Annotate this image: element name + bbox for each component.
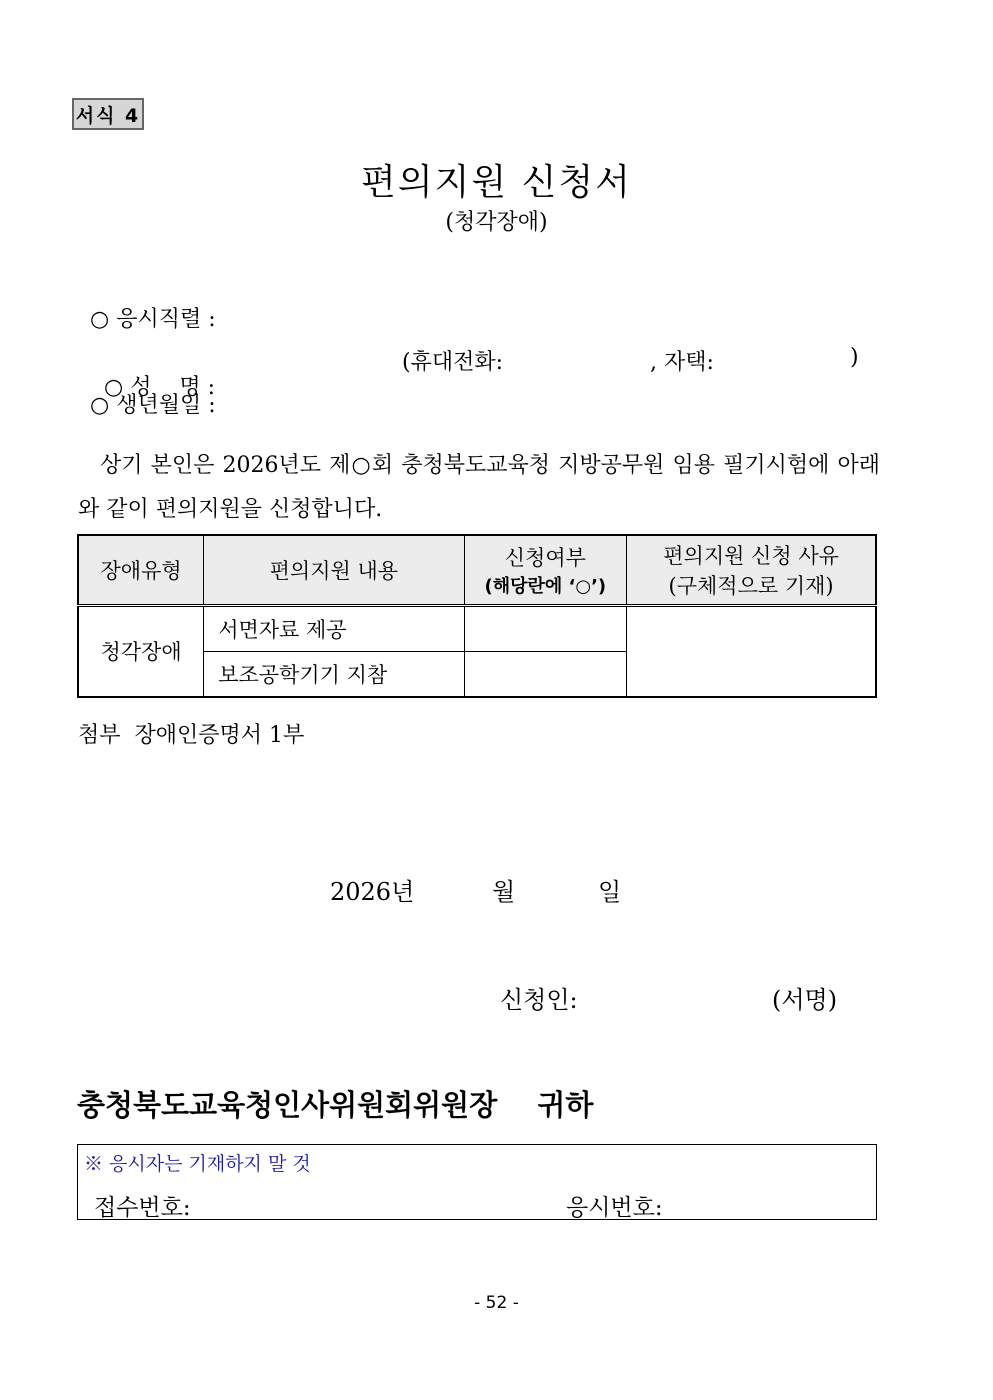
addressee-org: 충청북도교육청인사위원회위원장 — [77, 1088, 498, 1122]
header-apply-label: 신청여부 — [504, 545, 586, 570]
disability-type-cell: 청각장애 — [78, 605, 204, 697]
exam-number-label: 응시번호: — [566, 1195, 663, 1221]
header-support-content: 편의지원 내용 — [204, 535, 464, 605]
applicant-label: 신청인: — [500, 986, 578, 1014]
header-reason-label: 편의지원 신청 사유 — [663, 543, 839, 568]
header-disability-type: 장애유형 — [78, 535, 204, 605]
support-content-cell: 서면자료 제공 — [204, 605, 464, 651]
attachment-note: 첨부 장애인증명서 1부 — [78, 723, 305, 748]
form-tag: 서식 4 — [72, 98, 144, 130]
header-reason — [627, 535, 876, 605]
addressee — [77, 1083, 593, 1124]
date-month: 월 — [492, 878, 516, 906]
header-apply-sub: (해당란에 ‘○’) — [484, 575, 607, 597]
table-header-row — [78, 535, 876, 605]
page-number: - 52 - — [474, 1293, 519, 1313]
date-day: 일 — [598, 878, 622, 906]
field-phone-label: (휴대전화: — [402, 350, 504, 375]
field-birth — [90, 388, 216, 419]
field-name-label: ○ 성 명 : — [104, 375, 216, 400]
document-subtitle: (청각장애) — [445, 210, 548, 235]
office-use-box — [77, 1144, 877, 1220]
intro-text: 상기 본인은 2026년도 제○회 충청북도교육청 지방공무원 임용 필기시험에 아래와 같이 편의지원을 신청합니다. — [78, 453, 880, 522]
signature-placeholder: (서명) — [772, 986, 838, 1014]
header-apply — [464, 535, 627, 605]
applicant-line — [500, 980, 838, 1015]
document-title: 편의지원 신청서 — [361, 162, 632, 203]
date-year: 2026년 — [330, 878, 415, 906]
office-use-note: ※ 응시자는 기재하지 말 것 — [84, 1153, 311, 1175]
field-position — [90, 302, 216, 333]
field-close-paren: ) — [850, 345, 859, 370]
header-reason-sub: (구체적으로 기재) — [668, 573, 834, 598]
table-row — [78, 605, 876, 651]
apply-check-cell[interactable] — [464, 605, 627, 651]
support-request-table — [77, 534, 877, 698]
field-birth-label: ○ 생년월일 : — [90, 393, 216, 418]
receipt-number-label: 접수번호: — [94, 1195, 191, 1221]
date-line — [330, 872, 622, 907]
intro-paragraph — [78, 444, 880, 532]
field-position-label: ○ 응시직렬 : — [90, 307, 216, 332]
apply-check-cell[interactable] — [464, 651, 627, 697]
reason-cell[interactable] — [627, 605, 876, 697]
addressee-honorific: 귀하 — [537, 1088, 594, 1122]
field-home-label: , 자택: — [650, 350, 714, 375]
support-content-cell: 보조공학기기 지참 — [204, 651, 464, 697]
